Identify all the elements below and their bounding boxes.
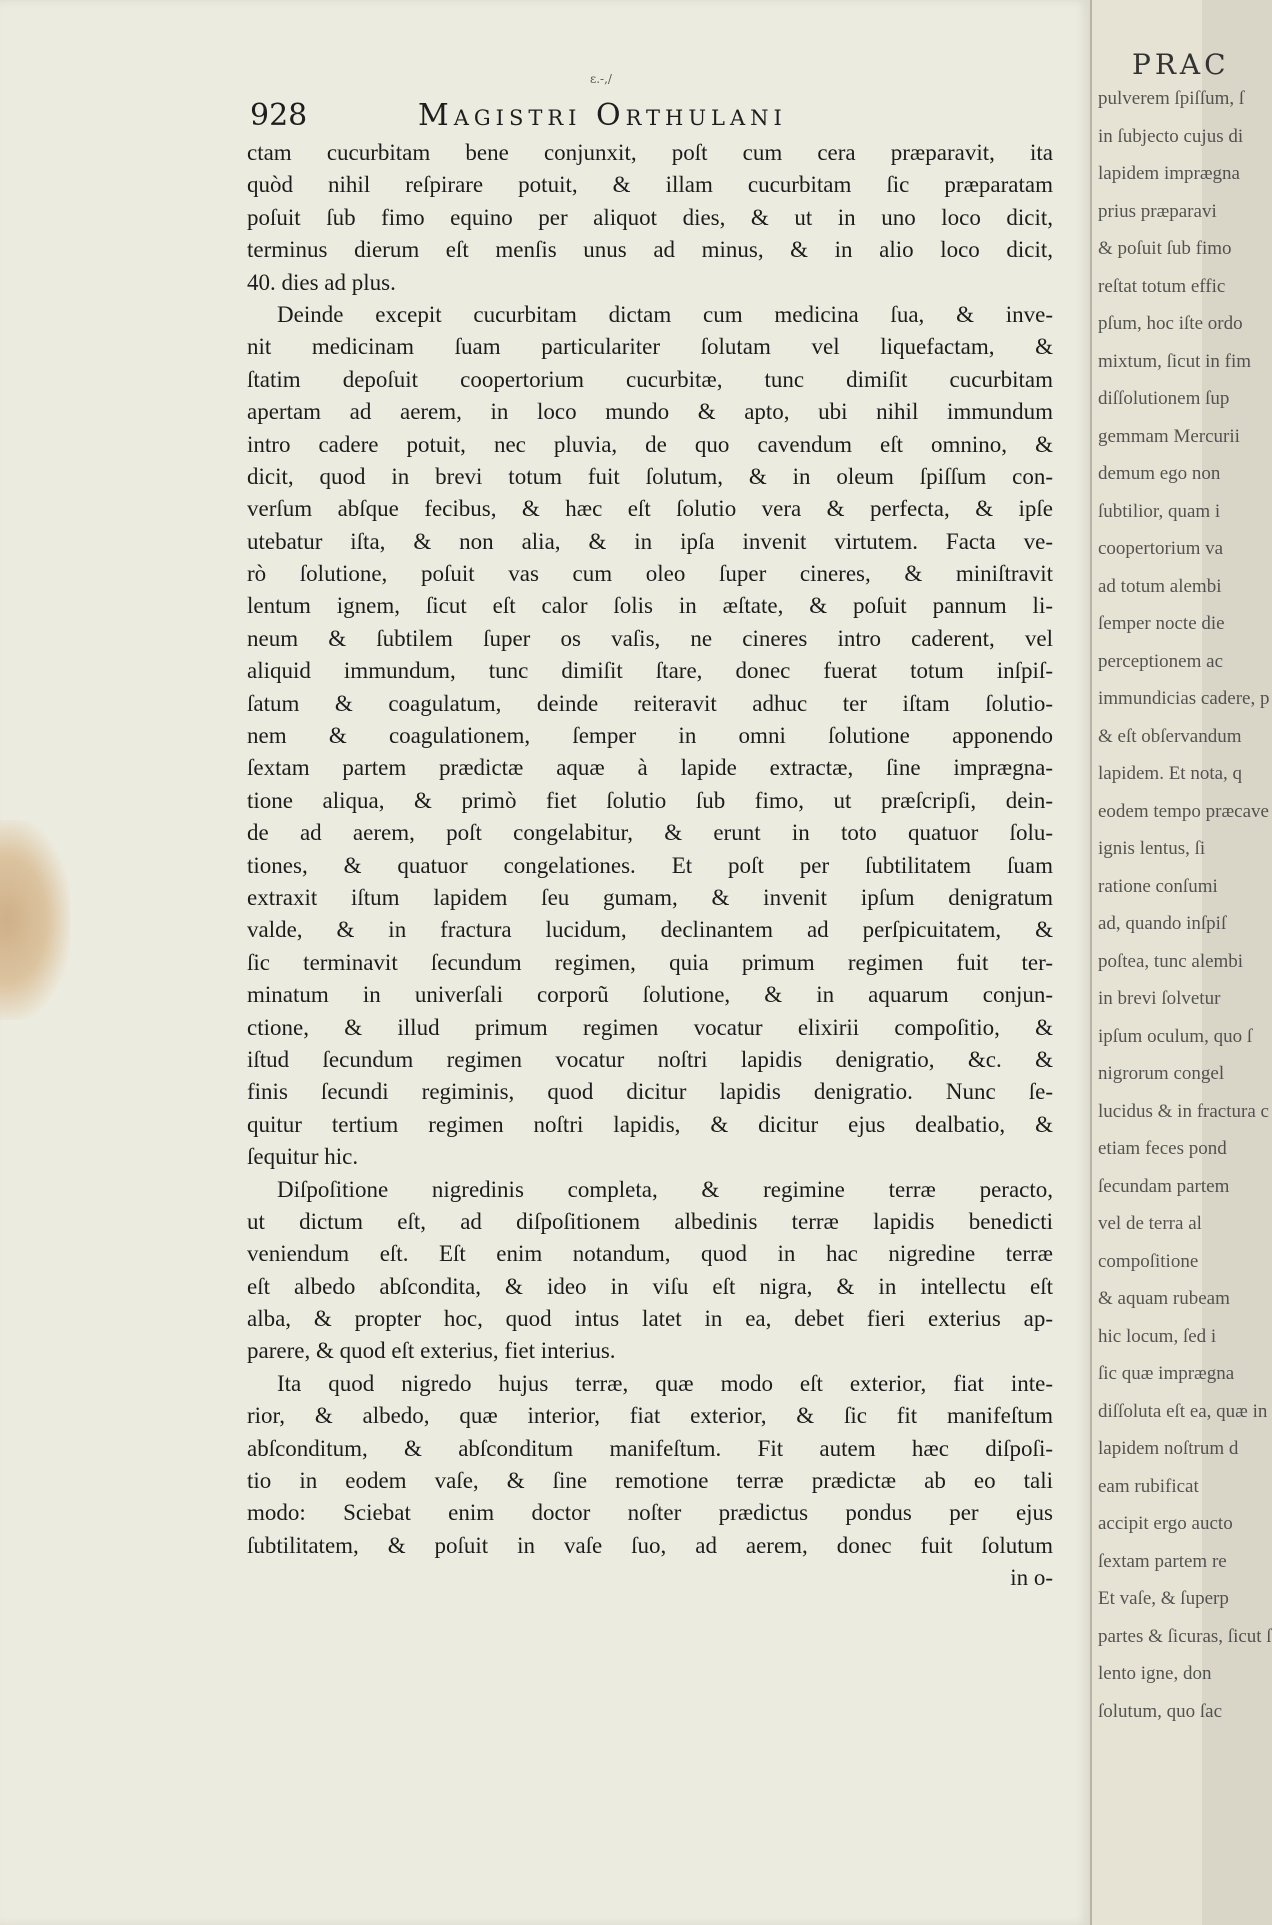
text-line: 40. dies ad plus. [247, 269, 396, 295]
text-line: finis ſecundi regiminis, quod dicitur lapidis denigratio. Nunc ſe- [247, 1079, 1053, 1105]
text-line: Deinde excepit cucurbitam dictam cum medicina ſua, & inve- [277, 301, 1053, 327]
text-line: ctione, & illud primum regimen vocatur elixirii compoſitio, & [247, 1014, 1053, 1040]
text-line: intro cadere potuit, nec pluvia, de quo cavendum eſt omnino, & [247, 431, 1053, 457]
page-header [250, 98, 1050, 138]
text-line: ſubtilitatem, & poſuit in vaſe ſuo, ad aerem, donec fuit ſolutum [247, 1532, 1053, 1558]
facing-page-line: eam rubificat [1098, 1475, 1199, 1497]
text-line: nem & coagulationem, ſemper in omni ſolutione apponendo [247, 723, 1053, 749]
text-line: ſatum & coagulatum, deinde reiteravit adhuc ter iſtam ſolutio- [247, 690, 1053, 716]
facing-page-heading: PRAC [1132, 48, 1230, 81]
facing-page-line: ſextam partem re [1098, 1550, 1227, 1572]
body-text [247, 137, 1053, 1595]
text-line: rior, & albedo, quæ interior, fiat exterior, & ſic fit manifeſtum [247, 1403, 1053, 1429]
text-line: tiones, & quatuor congelationes. Et poſt per ſubtilitatem ſuam [247, 852, 1053, 878]
facing-page-line: pulverem ſpiſſum, ſ [1098, 88, 1245, 109]
facing-page-line: eodem tempo præcave [1098, 800, 1269, 822]
text-line: Ita quod nigredo hujus terræ, quæ modo eſt exterior, fiat inte- [277, 1370, 1053, 1396]
text-line: veniendum eſt. Eſt enim notandum, quod in hac nigredine terræ [247, 1241, 1053, 1267]
text-line: ſtatim depoſuit coopertorium cucurbitæ, tunc dimiſit cucurbitam [247, 366, 1053, 392]
facing-page-line: in brevi ſolvetur [1098, 988, 1221, 1009]
text-line: quitur tertium regimen noſtri lapidis, & dicitur ejus dealbatio, & [247, 1111, 1053, 1137]
facing-page-line: partes & ſicuras, ſicut ſ [1098, 1625, 1272, 1647]
facing-page-line: prius præparavi [1098, 200, 1217, 222]
text-line: tio in eodem vaſe, & ſine remotione terræ prædictæ ab eo tali [247, 1468, 1053, 1494]
facing-page-line: diſſoluta eſt ea, quæ in [1098, 1400, 1268, 1422]
facing-page-line: lucidus & in fractura c [1098, 1100, 1269, 1122]
running-head: Magistri Orthulani [418, 98, 787, 133]
facing-page-line: etiam feces pond [1098, 1138, 1227, 1159]
text-line: tione aliqua, & primò fiet ſolutio ſub fimo, ut præſcripſi, dein- [247, 787, 1053, 813]
text-line: Diſpoſitione nigredinis completa, & regimine terræ peracto, [277, 1176, 1053, 1202]
text-line: abſconditum, & abſconditum manifeſtum. Fit autem hæc diſpoſi- [247, 1435, 1053, 1461]
text-line: aliquid immundum, tunc dimiſit ſtare, donec fuerat totum inſpiſ- [247, 658, 1053, 684]
facing-page-line: & aquam rubeam [1098, 1288, 1230, 1309]
text-line: dicit, quod in brevi totum fuit ſolutum, & in oleum ſpiſſum con- [247, 463, 1053, 489]
facing-page-line: ſolutum, quo ſac [1098, 1700, 1223, 1722]
facing-page-line: ad totum alembi [1098, 575, 1222, 597]
facing-page-edge [1090, 0, 1272, 1925]
text-line: ſequitur hic. [247, 1144, 359, 1170]
facing-page-line: demum ego non [1098, 463, 1221, 484]
page-number: 928 [250, 98, 308, 133]
text-line: ſic terminavit ſecundum regimen, quia primum regimen fuit ter- [247, 949, 1053, 975]
text-line: in o- [1010, 1565, 1053, 1591]
text-line: terminus dierum eſt menſis unus ad minus, & in alio loco dicit, [247, 237, 1053, 263]
facing-page-line: ipſum oculum, quo ſ [1098, 1025, 1253, 1047]
facing-page-line: mixtum, ſicut in fim [1098, 350, 1252, 372]
facing-page-line: reſtat totum effic [1098, 275, 1226, 297]
text-line: alba, & propter hoc, quod intus latet in ea, debet fieri exterius ap- [247, 1306, 1053, 1332]
text-line: iſtud ſecundum regimen vocatur noſtri lapidis denigratio, &c. & [247, 1046, 1053, 1072]
facing-page-line: ſic quæ imprægna [1098, 1363, 1235, 1384]
text-line: neum & ſubtilem ſuper os vaſis, ne cineres intro caderent, vel [247, 625, 1053, 651]
text-line: valde, & in fractura lucidum, declinantem ad perſpicuitatem, & [247, 917, 1053, 943]
facing-page-line: coopertorium va [1098, 538, 1224, 559]
text-line: ſextam partem prædictæ aquæ à lapide extractæ, ſine imprægna- [247, 755, 1053, 781]
facing-page-line: diſſolutionem ſup [1098, 388, 1230, 409]
text-line: parere, & quod eſt exterius, fiet interius. [247, 1338, 616, 1364]
text-line: poſuit ſub fimo equino per aliquot dies, & ut in uno loco dicit, [247, 204, 1053, 230]
text-line: extraxit iſtum lapidem ſeu gumam, & invenit ipſum denigratum [247, 884, 1053, 910]
facing-page-line: compoſitione [1098, 1250, 1199, 1272]
text-line: utebatur iſta, & non alia, & in ipſa invenit virtutem. Facta ve- [247, 528, 1053, 554]
printer-mark: ɛ.-,/ [590, 72, 612, 86]
paper-stain [0, 820, 70, 1020]
facing-page-line: & poſuit ſub fimo [1098, 238, 1232, 259]
facing-page-line: lapidem imprægna [1098, 163, 1240, 184]
facing-page-line: immundicias cadere, p [1098, 688, 1270, 709]
text-line: eſt albedo abſcondita, & ideo in viſu eſt nigra, & in intellectu eſt [247, 1273, 1053, 1299]
text-line: nit medicinam ſuam particulariter ſolutam vel liquefactam, & [247, 334, 1053, 360]
text-line: apertam ad aerem, in loco mundo & apto, ubi nihil immundum [247, 399, 1053, 425]
text-line: rò ſolutione, poſuit vas cum oleo ſuper cineres, & miniſtravit [247, 561, 1053, 587]
text-line: ut dictum eſt, ad diſpoſitionem albedinis terræ lapidis benedicti [247, 1208, 1053, 1234]
facing-page-line: lapidem noſtrum d [1098, 1438, 1239, 1459]
facing-page-line: ſubtilior, quam i [1098, 500, 1221, 522]
facing-page-line: & eſt obſervandum [1098, 725, 1242, 747]
facing-page-line: perceptionem ac [1098, 650, 1224, 672]
text-line: ctam cucurbitam bene conjunxit, poſt cum cera præparavit, ita [247, 140, 1053, 165]
facing-page-line: Et vaſe, & ſuperp [1098, 1588, 1229, 1609]
facing-page-line: lento igne, don [1098, 1663, 1212, 1684]
text-line: minatum in univerſali corporũ ſolutione, & in aquarum conjun- [247, 982, 1053, 1008]
facing-page-line: gemmam Mercurii [1098, 425, 1240, 447]
facing-page-line: poſtea, tunc alembi [1098, 950, 1244, 972]
facing-page-line: ignis lentus, ſi [1098, 838, 1206, 859]
text-line: de ad aerem, poſt congelabitur, & erunt in toto quatuor ſolu- [247, 820, 1053, 846]
text-line: verſum abſque fecibus, & hæc eſt ſolutio vera & perfecta, & ipſe [247, 496, 1053, 522]
facing-page-line: in ſubjecto cujus di [1098, 125, 1244, 147]
facing-page-line: pſum, hoc iſte ordo [1098, 313, 1243, 334]
facing-page-line: hic locum, ſed i [1098, 1325, 1217, 1347]
facing-page-line: lapidem. Et nota, q [1098, 763, 1243, 784]
facing-page-line: ratione conſumi [1098, 875, 1218, 897]
text-line: lentum ignem, ſicut eſt calor ſolis in æſtate, & poſuit pannum li- [247, 593, 1053, 619]
facing-page-line: vel de terra al [1098, 1213, 1202, 1234]
facing-page-line: ad, quando inſpiſ [1098, 913, 1227, 934]
facing-page-line: nigrorum congel [1098, 1063, 1225, 1084]
facing-page-line: ſecundam partem [1098, 1175, 1230, 1197]
facing-page-line: accipit ergo aucto [1098, 1513, 1233, 1534]
text-line: modo: Sciebat enim doctor noſter prædictus pondus per ejus [247, 1500, 1053, 1526]
text-line: quòd nihil reſpirare potuit, & illam cucurbitam ſic præparatam [247, 172, 1053, 198]
facing-page-line: ſemper nocte die [1098, 613, 1225, 634]
